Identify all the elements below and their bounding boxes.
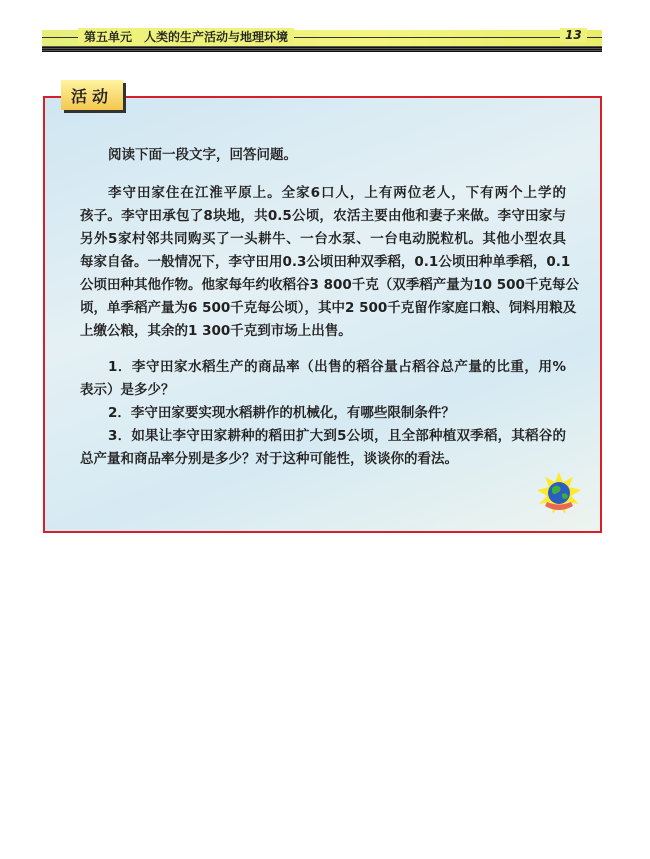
paragraph-line: 孩子。李守田承包了8块地，共0.5公顷，农活主要由他和妻子来做。李守田家与 [80,208,566,224]
unit-title: 第五单元 人类的生产活动与地理环境 [78,28,294,45]
paragraph-line: 另外5家村邻共同购买了一头耕牛、一台水泵、一台电动脱粒机。其他小型农具 [80,231,566,247]
paragraph-line: 每家自备。一般情况下，李守田用0.3公顷田种双季稻，0.1公顷田种单季稻，0.1 [80,254,571,270]
question-3-cont: 总产量和商品率分别是多少？对于这种可能性，谈谈你的看法。 [80,451,458,467]
question-1-cont: 表示）是多少？ [80,382,175,398]
header-stripe [42,46,602,52]
paragraph-line: 公顷田种其他作物。他家每年约收稻谷3 800千克（双季稻产量为10 500千克每公 [80,277,579,293]
intro-text: 阅读下面一段文字，回答问题。 [108,147,297,163]
paragraph-line: 李守田家住在江淮平原上。全家6口人，上有两位老人，下有两个上学的 [108,185,566,201]
question-3: 3．如果让李守田家耕种的稻田扩大到5公顷，且全部种植双季稻，其稻谷的 [108,428,566,444]
globe-in-hand-icon [537,472,581,516]
page-number: 13 [560,28,587,42]
paragraph-line: 顷，单季稻产量为6 500千克每公顷），其中2 500千克留作家庭口粮、饲料用粮及 [80,300,577,316]
paragraph-line: 上缴公粮，其余的1 300千克到市场上出售。 [80,323,352,339]
activity-label: 活动 [61,80,123,110]
question-2: 2．李守田家要实现水稻耕作的机械化，有哪些限制条件？ [108,405,455,421]
question-1: 1．李守田家水稻生产的商品率（出售的稻谷量占稻谷总产量的比重，用% [108,359,566,375]
